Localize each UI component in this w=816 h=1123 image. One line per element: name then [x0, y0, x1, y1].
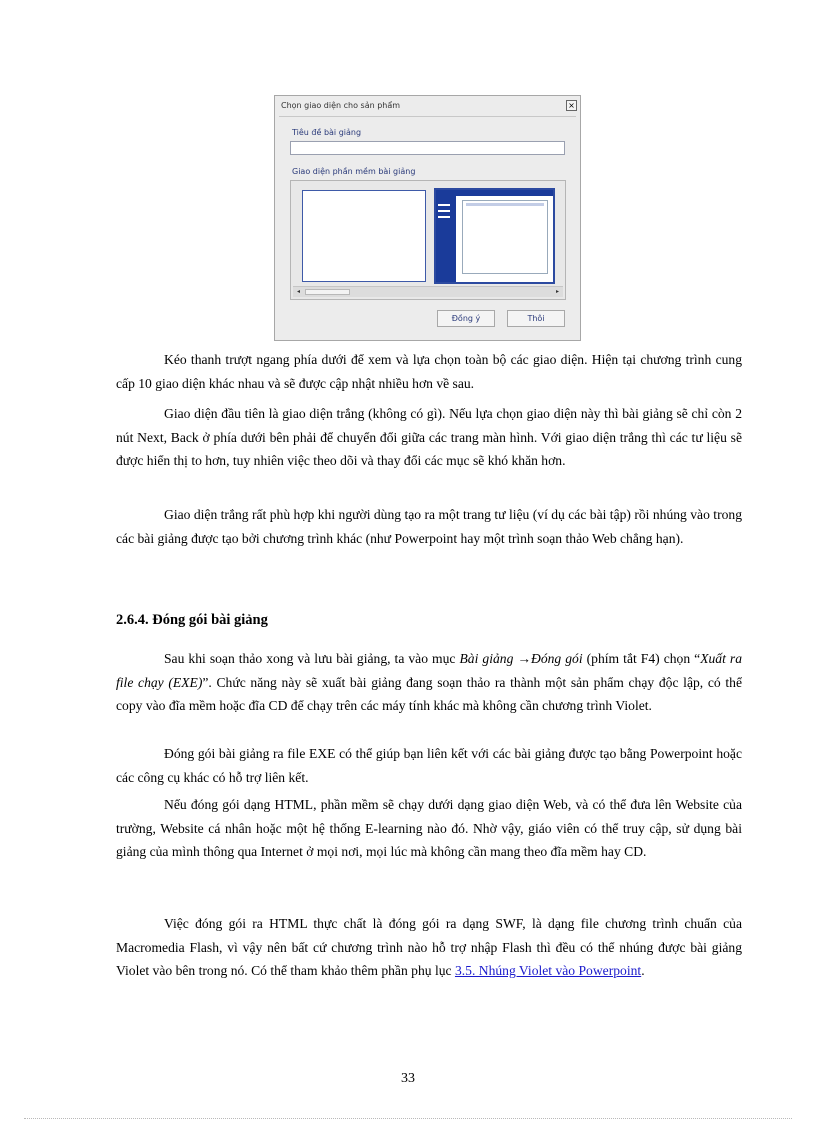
title-divider [279, 116, 576, 117]
scroll-thumb[interactable] [305, 289, 350, 295]
paragraph: Giao diện trắng rất phù hợp khi người dùng tạo ra một trang tư liệu (ví dụ các bài tập) rồi nhúng vào trong các bài giảng được tạo bởi chương trình khác (như Powerpoint hay một trình soạn thảo Web chẳng hạn). [116, 507, 742, 546]
paragraph: Nếu đóng gói dạng HTML, phần mềm sẽ chạy dưới dạng giao diện Web, và có thể đưa lên Website của trường, Website cá nhân hoặc một hệ thống E-learning nào đó. Nhờ vậy, giáo viên có thể truy cập, sử dụng bài giảng của mình thông qua Internet ở mọi nơi, mọi lúc mà không cần mang theo đĩa mềm hay CD. [116, 797, 742, 860]
lecture-title-label: Tiêu đề bài giảng [292, 128, 362, 137]
text-run: . [641, 963, 645, 979]
paragraph: Giao diện đầu tiên là giao diện trắng (không có gì). Nếu lựa chọn giao diện này thì bài giảng sẽ chỉ còn 2 nút Next, Back ở phía dưới bên phải để chuyển đổi giữa các trang màn hình. Với giao diện trắng thì các tư liệu sẽ được hiển thị to hơn, tuy nhiên việc theo dõi và thay đổi các mục sẽ khó khăn hơn. [116, 406, 742, 469]
text-run: Việc đóng gói ra HTML thực chất là đóng gói ra dạng SWF, là dạng file chương trình chuẩn của Macromedia Flash, vì vậy nên bất cứ chương trình nào hỗ trợ nhập Flash thì đều có thể nhúng được bài giảng Violet vào bên trong nó. Có thể tham khảo thêm phần phụ lục [116, 916, 742, 979]
thumbnail-toolbar [466, 203, 544, 206]
theme-thumbnail-blue[interactable] [434, 188, 555, 284]
menu-path: Bài giảng →Đóng gói [459, 651, 583, 666]
appendix-link[interactable]: 3.5. Nhúng Violet vào Powerpoint [454, 963, 642, 979]
thumbnail-menu-line [438, 216, 450, 218]
thumbnail-content [462, 200, 548, 274]
paragraph [116, 912, 742, 983]
menu-option: Xuất ra file chạy (EXE) [116, 651, 742, 690]
scroll-left-icon[interactable]: ◂ [296, 288, 300, 295]
text-run: (phím tắt F4) chọn “ [582, 651, 701, 666]
lecture-title-input[interactable] [290, 141, 565, 155]
paragraph [116, 647, 742, 718]
dialog-title: Chọn giao diện cho sản phẩm [281, 101, 401, 110]
horizontal-scrollbar[interactable] [293, 286, 563, 297]
cancel-button[interactable]: Thôi [507, 310, 565, 327]
theme-dialog [274, 95, 581, 341]
theme-label: Giao diện phần mềm bài giảng [292, 167, 416, 176]
close-icon[interactable]: × [566, 100, 577, 111]
page-number: 33 [401, 1071, 415, 1086]
scroll-right-icon[interactable]: ▸ [555, 288, 559, 295]
thumbnail-header [456, 190, 553, 196]
section-heading: 2.6.4. Đóng gói bài giảng [116, 612, 268, 628]
theme-thumbnail-white[interactable] [302, 190, 426, 282]
ok-button[interactable]: Đồng ý [437, 310, 495, 327]
paragraph: Đóng gói bài giảng ra file EXE có thể giúp bạn liên kết với các bài giảng được tạo bằng Powerpoint hoặc các công cụ khác có hỗ trợ liên kết. [116, 746, 742, 785]
thumbnail-menu-line [438, 210, 450, 212]
thumbnail-menu-line [438, 204, 450, 206]
text-run: ”. Chức năng này sẽ xuất bài giảng đang soạn thảo ra thành một sản phẩm chạy độc lập, có thể copy vào đĩa mềm hoặc đĩa CD để chạy trên các máy tính khác mà không cần chương trình Violet. [116, 674, 742, 714]
theme-gallery [290, 180, 566, 300]
paragraph: Kéo thanh trượt ngang phía dưới để xem và lựa chọn toàn bộ các giao diện. Hiện tại chương trình cung cấp 10 giao diện khác nhau và sẽ được cập nhật nhiều hơn về sau. [116, 352, 742, 391]
text-run: Sau khi soạn thảo xong và lưu bài giảng, ta vào mục [164, 651, 460, 666]
footer-divider [24, 1118, 792, 1119]
